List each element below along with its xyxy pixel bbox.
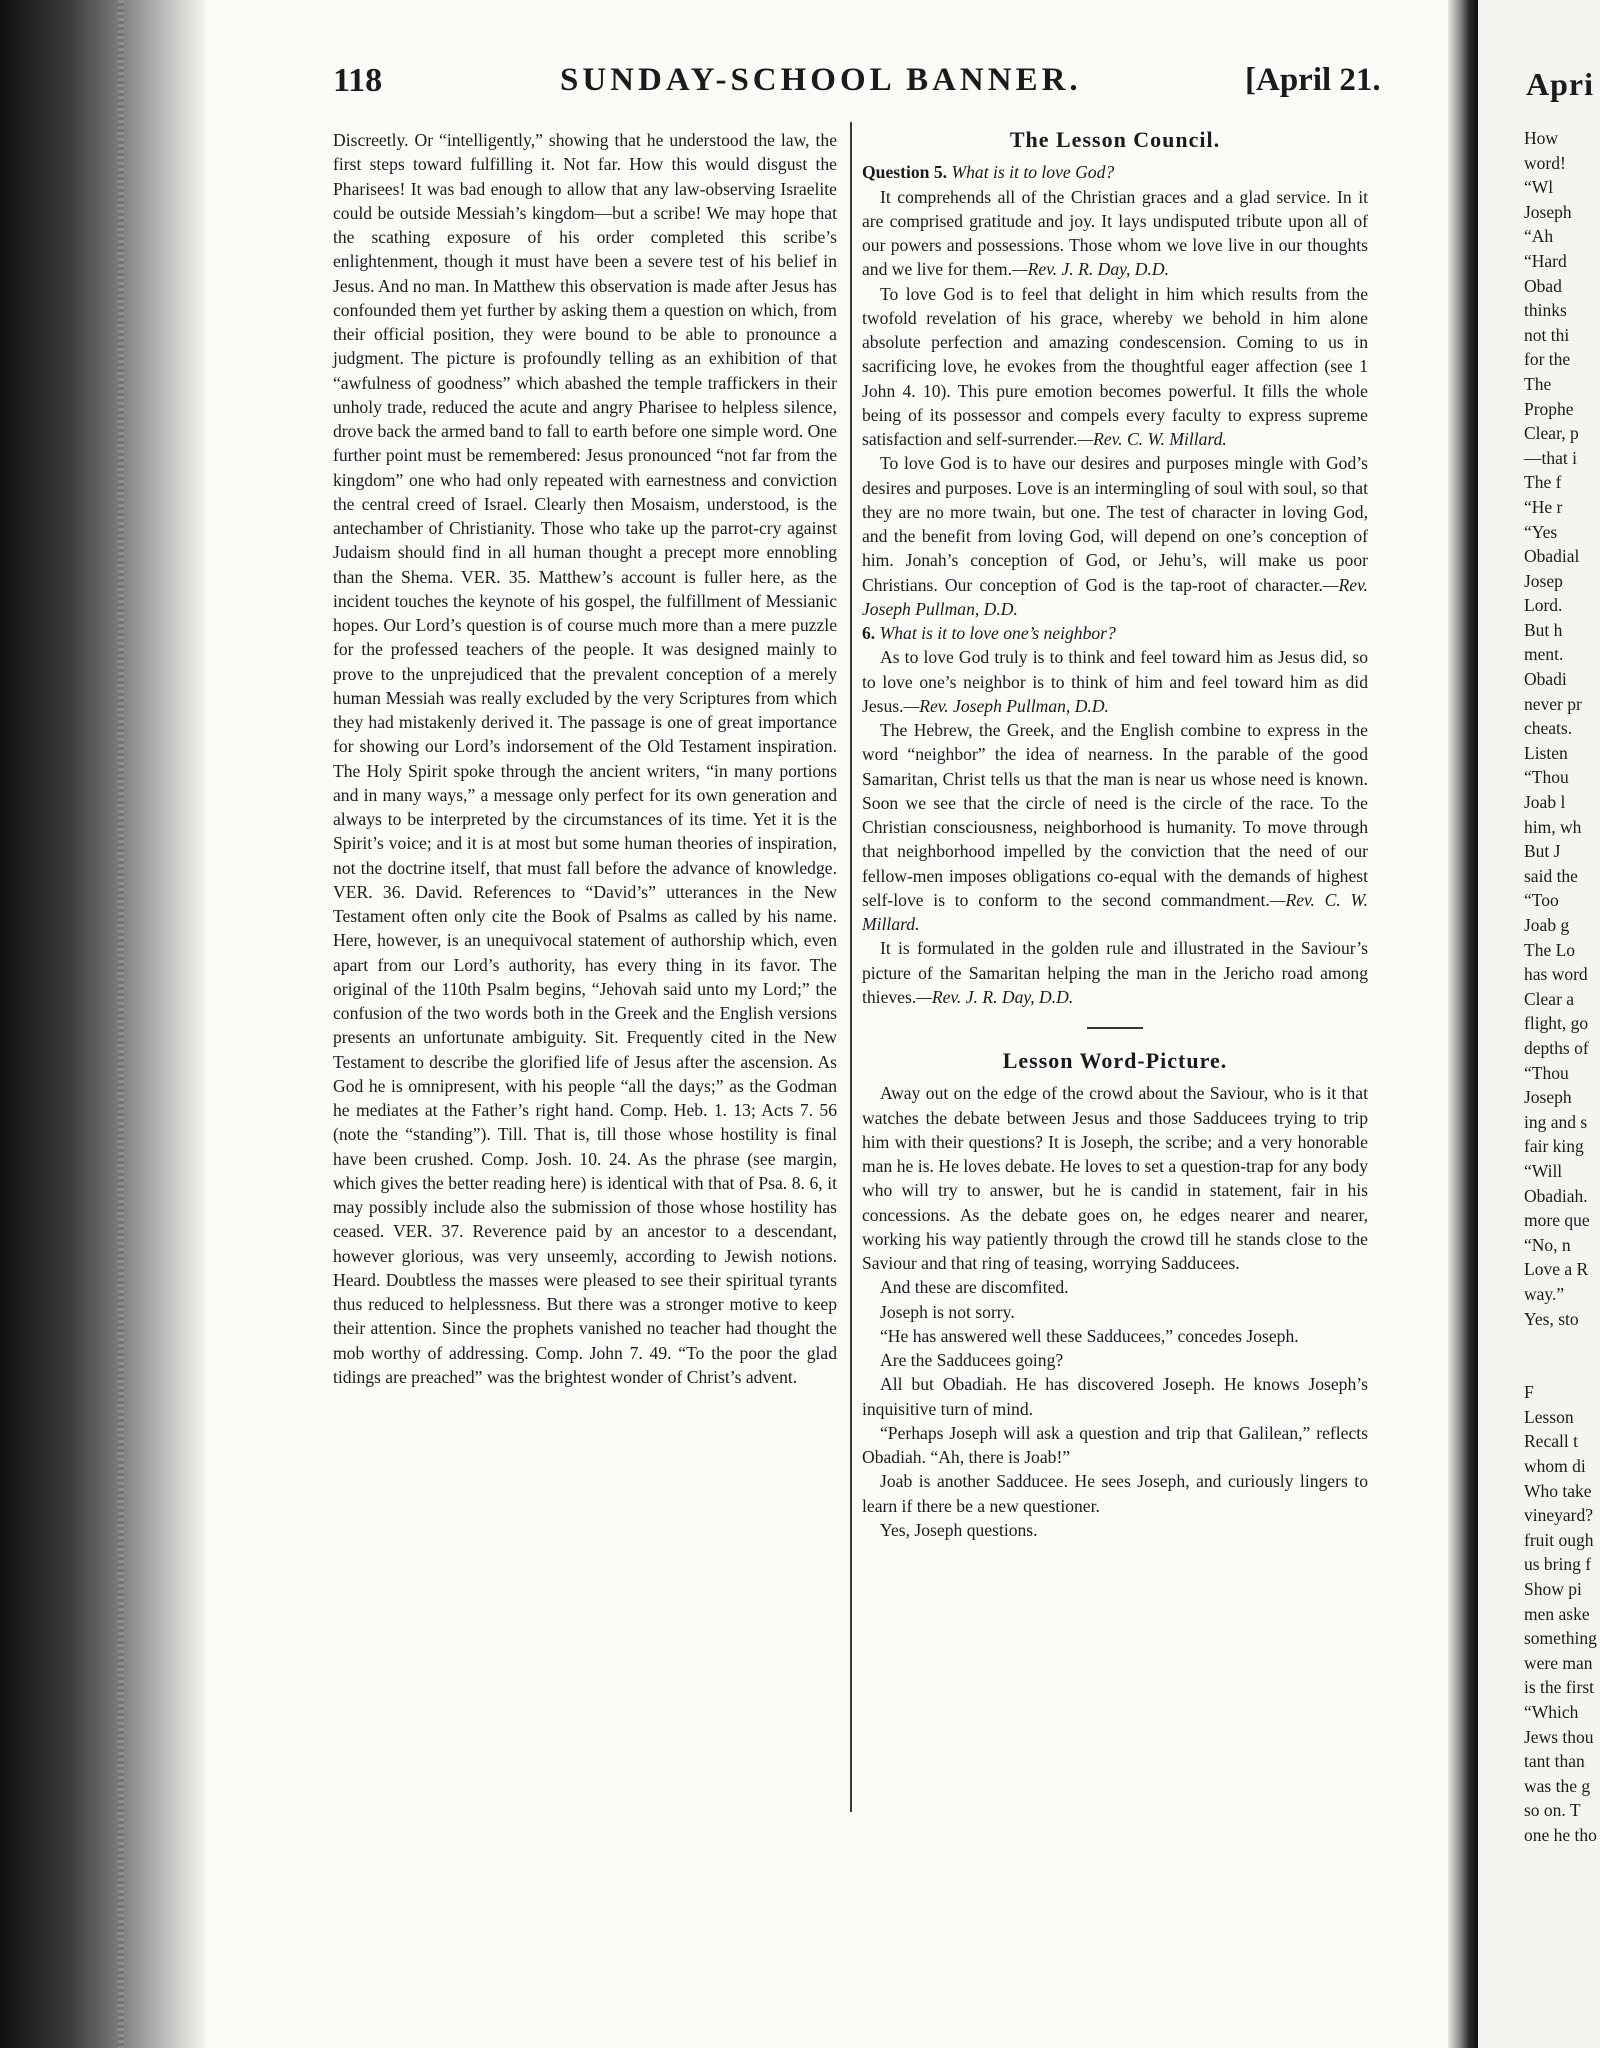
facing-page-line: is the first [1524,1677,1594,1698]
facing-page-line: thinks [1524,300,1567,321]
facing-page-line: Obadiah. [1524,1185,1588,1206]
facing-page-line: Show pi [1524,1579,1582,1600]
facing-page-line: cheats. [1524,718,1573,739]
answer-paragraph [862,645,1368,718]
facing-page-line: Obadial [1524,546,1580,567]
facing-page-line: vineyard? [1524,1505,1593,1526]
facing-page-line: “Ah [1524,226,1554,247]
question-5 [862,160,1368,184]
facing-page-line: Joab l [1524,792,1566,813]
answer-paragraph [862,936,1368,1009]
facing-page-line: Clear, p [1524,423,1579,444]
facing-page-line: fruit ough [1524,1529,1594,1550]
facing-page-line: has word [1524,964,1588,985]
answer-attribution: —Rev. Joseph Pullman, D.D. [862,574,1368,619]
answer-text: The Hebrew, the Greek, and the English combine to express in the word “neighbor” the idea of nearness. In the parable of the good Samaritan, Christ tells us that the man is near us whose need is known. Soon we see that the circle of need is the circle of the race. To the Christian consciousness, neighborhood is humanity. To move through that neighborhood impelled by the conviction that the need of our fellow-men imposes obligations co-equal with the demands of highest self-love is to conform to the second commandment. [862,720,1368,910]
facing-page-line: “Thou [1524,1062,1569,1083]
question-5-label: Question 5. [862,162,948,183]
word-picture-paragraph: Are the Sadducees going? [880,1350,1064,1370]
question-6 [862,621,1368,645]
answer-text: It is formulated in the golden rule and illustrated in the Saviour’s picture of the Samaritan helping the man in the Jericho road among thieves. [862,938,1368,1007]
facing-page-line: us bring f [1524,1554,1592,1575]
answer-paragraph [862,718,1368,936]
facing-page-line: But h [1524,619,1563,640]
answer-attribution: —Rev. Joseph Pullman, D.D. [903,695,1109,716]
answer-text: To love God is to have our desires and purposes mingle with God’s desires and purposes. Love is an intermingling of soul with soul, so that they are no more twain, but one. The test of character in loving God, and the benefit from loving God, will depend on one’s conception of him. Jonah’s conception of God, or Jehu’s, will make us poor Christians. Our conception of God is the tap-root of character. [862,453,1368,595]
question-6-text: What is it to love one’s neighbor? [879,623,1116,643]
answer-attribution: —Rev. C. W. Millard. [1077,429,1227,449]
facing-page-line: Yes, sto [1524,1308,1579,1329]
answer-text: As to love God truly is to think and feel toward him as Jesus did, so to love one’s neighbor is to think of him and feel toward him as did Jesus. [862,647,1368,716]
facing-page-line: ing and s [1524,1111,1588,1132]
facing-page-line: —that i [1524,447,1577,468]
answer-attribution: —Rev. J. R. Day, D.D. [1012,259,1169,280]
word-picture-paragraph: Away out on the edge of the crowd about the Saviour, who is it that watches the debate between Jesus and those Sadducees trying to trip him with their questions? It is Joseph, the scribe; and a very honorable man he is. He loves debate. He loves to set a question-trap for any body who will try to answer, but he is candid in statement, fair in his concessions. As the debate goes on, he edges nearer and nearer, working his way patiently through the crowd till he stands close to the Saviour and that ring of teasing, worrying Sadducees. [862,1083,1368,1273]
word-picture-paragraph: And these are discomfited. [880,1277,1069,1298]
answer-attribution: —Rev. J. R. Day, D.D. [916,986,1074,1007]
facing-page-line: flight, go [1524,1013,1589,1034]
facing-page-line: “Thou [1524,767,1569,788]
facing-page-line: something [1524,1628,1597,1649]
word-picture-paragraph: Joseph is not sorry. [880,1301,1015,1322]
word-picture-paragraph: “Perhaps Joseph will ask a question and trip that Galilean,” reflects Obadiah. “Ah, there is Joab!” [862,1422,1368,1467]
running-title: SUNDAY-SCHOOL BANNER. [560,62,1082,98]
word-picture-paragraph: All but Obadiah. He has discovered Joseph. He knows Joseph’s inquisitive turn of mind. [862,1374,1368,1419]
facing-page-line: said the [1524,865,1578,886]
book-spine-shadow [0,0,205,2048]
facing-page-line: The Lo [1524,939,1576,960]
word-picture-paragraph: Joab is another Sadducee. He sees Joseph, and curiously lingers to learn if there be a new questioner. [862,1471,1368,1516]
facing-page-line: were man [1524,1652,1593,1673]
facing-page-line: him, wh [1524,816,1582,837]
right-column [862,128,1368,1542]
facing-page-line: “Wl [1524,177,1554,198]
facing-page-line: so on. T [1524,1800,1581,1821]
facing-page-running-head: Apri [1526,66,1594,102]
facing-page-line: Prophe [1524,398,1574,419]
answer-paragraph [862,282,1368,452]
facing-page-line: “No, n [1524,1234,1571,1255]
facing-page-line: How [1524,128,1559,148]
facing-page-line [1524,1331,1600,1356]
facing-page-line: more que [1524,1210,1590,1231]
facing-page-line: “Will [1524,1160,1563,1181]
facing-page-line: for the [1524,349,1571,370]
answer-paragraph [862,451,1368,621]
facing-page-line: The f [1524,472,1562,493]
column-divider [850,122,852,1812]
left-column [333,128,837,1389]
facing-page-text-fragments [1524,126,1600,1848]
running-date: [April 21. [1245,62,1381,98]
facing-page-line: tant than [1524,1751,1585,1772]
commentary-paragraph: Discreetly. Or “intelligently,” showing that he understood the law, the first steps toward fulfilling it. Not far. How this would disgust the Pharisees! It was bad enough to allow that any law-observing Israelite could be outside Messiah’s kingdom—but a scribe! We may hope that the scathing exposure of his order completed this scribe’s enlightenment, though it must have been a severe test of his belief in Jesus. And no man. In Matthew this observation is made after Jesus has confounded them yet further by asking them a question on which, from their official position, they were bound to be able to pronounce a judgment. The picture is profoundly telling as an exhibition of that “awfulness of goodness” which abashed the temple traffickers in their unholy trade, reduced the acute and angry Pharisee to helpless silence, drove back the armed band to fall to earth before one simple word. One further point must be remembered: Jesus pronounced “not far from the kingdom” one who had only repeated with earnestness and conviction the central creed of Israel. Clearly then Mosaism, understood, is the antechamber of Christianity. Those who take up the parrot-cry against Judaism should find in all human thought a precept more ennobling than the Shema. VER. 35. Matthew’s account is fuller here, as the incident touches the keynote of his gospel, the fulfillment of Messianic hopes. Our Lord’s question is of course much more than a mere puzzle for the professed teachers of the people. It was designed mainly to prove to the unprejudiced that the prevalent conception of a merely human Messiah was really excluded by the very Scriptures from which they had mistakenly derived it. The passage is one of great importance for showing our Lord’s indorsement of the Old Testament inspiration. The Holy Spirit spoke through the ancient writers, “in many portions and in many ways,” a message only perfect for its own generation and always to be interpreted by the circumstances of its time. Yet it is the Spirit’s voice; and it is at most but some human theories of inspiration, not the doctrine itself, that must fall before the advance of knowledge. VER. 36. David. References to “David’s” utterances in the New Testament often only cite the Book of Psalms as called by his name. Here, however, is an unequivocal statement of authorship which, even apart from our Lord’s authority, has every thing in its favor. The original of the 110th Psalm begins, “Jehovah said unto my Lord;” the confusion of the two words both in the Greek and the English versions presents an unfortunate ambiguity. Sit. Frequently cited in the New Testament to describe the glorified life of Jesus after the ascension. As God he is omnipresent, with his people “all the days;” as the Godman he mediates at the Father’s right hand. Comp. Heb. 1. 13; Acts 7. 56 (note the “standing”). Till. That is, till those whose hostility is final have been crushed. Comp. Josh. 10. 24. As the phrase (see margin, which gives the better reading here) is identical with that of Psa. 8. 6, it may possibly include also the submission of those whose hostility has ceased. VER. 37. Reverence paid by an ancestor to a descendant, however glorious, was very unseemly, according to Jewish notions. Heard. Doubtless the masses were pleased to see their spiritual tyrants thus reduced to helplessness. But there was a stronger motive to keep their attention. Since the prophets vanished no teacher had thought the mob worthy of addressing. Comp. John 7. 49. “To the poor the glad tidings are preached” was the brightest wonder of Christ’s advent. [333,130,837,1387]
facing-page-line: “Yes [1524,521,1558,542]
page-gutter [1448,0,1478,2048]
page-number: 118 [333,62,383,99]
facing-page-line: Obadi [1524,669,1567,690]
facing-page-line: “Hard [1524,250,1567,271]
word-picture-heading: Lesson Word-Picture. [1002,1048,1228,1073]
facing-page-line: word! [1524,152,1566,173]
question-6-label: 6. [862,623,876,643]
facing-page-line: whom di [1524,1456,1586,1477]
facing-page-line: Josep [1524,570,1563,591]
facing-page-line: fair king [1524,1136,1584,1157]
facing-page-line [1524,1356,1600,1381]
lesson-council-heading: The Lesson Council. [1009,127,1221,152]
facing-page-line: “Too [1524,890,1559,911]
word-picture-paragraph: “He has answered well these Sadducees,” concedes Joseph. [880,1325,1299,1346]
section-rule [1087,1027,1143,1029]
facing-page-line: Love a R [1524,1259,1589,1280]
facing-page-line: one he tho [1524,1824,1597,1845]
facing-page-line: Joseph [1524,1087,1572,1108]
facing-page-line: was the g [1524,1775,1591,1796]
facing-page-edge [1478,0,1600,2048]
facing-page-line: Recall t [1524,1431,1578,1452]
facing-page-line: Who take [1524,1480,1592,1501]
answer-attribution: —Rev. C. W. Millard. [862,889,1368,934]
facing-page-line: Listen [1524,742,1568,763]
facing-page-line: Clear a [1524,988,1575,1009]
facing-page-line: Joab g [1524,915,1570,935]
facing-page-line: Jews thou [1524,1726,1594,1747]
facing-page-line: Lord. [1524,595,1563,616]
facing-page-line: Obad [1524,275,1562,296]
question-5-text: What is it to love God? [951,162,1115,183]
facing-page-line: Lesson [1524,1406,1574,1427]
answer-text: To love God is to feel that delight in him which results from the twofold revelation of his grace, whereby we behold in him alone absolute perfection and amazing condescension. Coming to us in sacrificing love, he evokes from the thoughtful eager affection (see 1 John 4. 10). This pure emotion becomes powerful. It fills the whole being of its possessor and compels every faculty to express supreme satisfaction and self-surrender. [862,283,1368,449]
facing-page-line: men aske [1524,1603,1590,1624]
facing-page-line: never pr [1524,693,1582,714]
facing-page-line: “He r [1524,496,1563,517]
facing-page-line: “Which [1524,1702,1579,1722]
answer-text: It comprehends all of the Christian graces and a glad service. In it are comprised gratitude and joy. It lays undisputed tribute upon all of our powers and possessions. Those whom we love live in our thoughts and we live for them. [862,186,1368,280]
facing-page-line: But J [1524,841,1561,862]
facing-page-line: depths of [1524,1037,1589,1058]
facing-page-line: F [1524,1382,1534,1403]
answer-paragraph [862,185,1368,282]
word-picture-paragraph: Yes, Joseph questions. [880,1519,1038,1540]
facing-page-line: Joseph [1524,201,1572,222]
facing-page-line: not thi [1524,324,1570,345]
facing-page-line: The [1524,373,1552,394]
facing-page-line: way.” [1524,1283,1565,1304]
facing-page-line: ment. [1524,644,1564,665]
